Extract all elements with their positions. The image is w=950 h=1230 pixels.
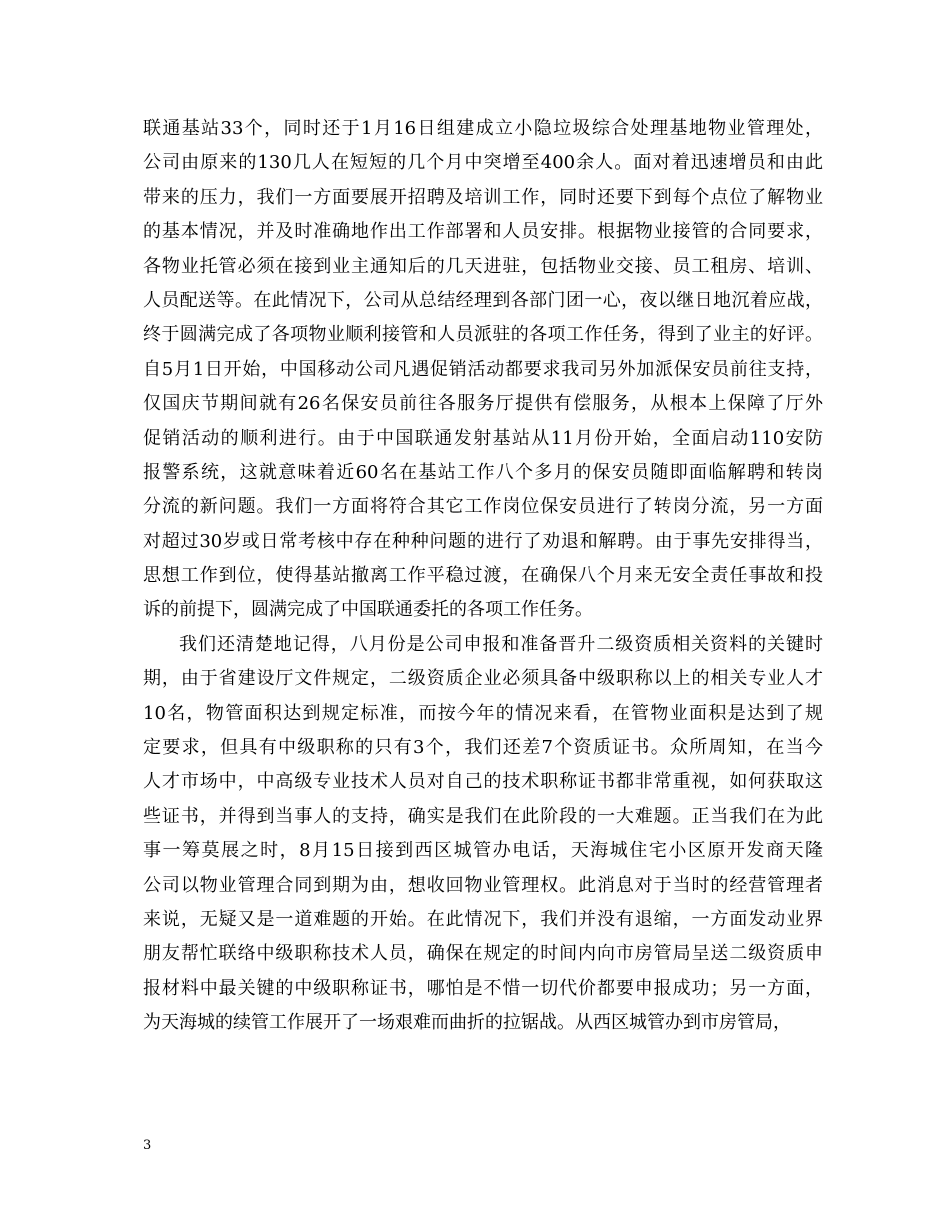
- text-line: 思想工作到位，使得基站撤离工作平稳过渡，在确保八个月来无安全责任事故和投: [143, 565, 823, 587]
- text-line: 仅国庆节期间就有26名保安员前往各服务厅提供有偿服务，从根本上保障了厅外: [143, 393, 823, 415]
- text-line: 期，由于省建设厅文件规定，二级资质企业必须具备中级职称以上的相关专业人才: [143, 668, 823, 690]
- text-line: 各物业托管必须在接到业主通知后的几天进驻，包括物业交接、员工租房、培训、: [143, 255, 823, 277]
- text-line: 的基本情况，并及时准确地作出工作部署和人员安排。根据物业接管的合同要求，: [143, 221, 823, 243]
- text-line: 自5月1日开始，中国移动公司凡遇促销活动都要求我司另外加派保安员前往支持，: [143, 358, 823, 380]
- text-line: 人才市场中，中高级专业技术人员对自己的技术职称证书都非常重视，如何获取这: [143, 771, 823, 793]
- text-line: 人员配送等。在此情况下，公司从总结经理到各部门团一心，夜以继日地沉着应战，: [143, 289, 823, 311]
- text-line: 诉的前提下，圆满完成了中国联通委托的各项工作任务。: [143, 599, 593, 621]
- text-line: 朋友帮忙联络中级职称技术人员，确保在规定的时间内向市房管局呈送二级资质申: [143, 943, 823, 965]
- text-line: 事一筹莫展之时，8月15日接到西区城管办电话，天海城住宅小区原开发商天隆: [143, 840, 823, 862]
- text-line: 分流的新问题。我们一方面将符合其它工作岗位保安员进行了转岗分流，另一方面: [143, 496, 823, 518]
- body-text: [143, 112, 823, 1041]
- text-line: 公司以物业管理合同到期为由，想收回物业管理权。此消息对于当时的经营管理者: [143, 874, 823, 896]
- text-line: 为天海城的续管工作展开了一场艰难而曲折的拉锯战。从西区城管办到市房管局，: [143, 1012, 791, 1034]
- text-line: 报警系统，这就意味着近60名在基站工作八个多月的保安员随即面临解聘和转岗: [143, 461, 823, 483]
- text-line: 公司由原来的130几人在短短的几个月中突增至400余人。面对着迅速增员和由此: [143, 152, 823, 174]
- text-line: 我们还清楚地记得，八月份是公司申报和准备晋升二级资质相关资料的关键时: [179, 633, 823, 655]
- paragraph: [143, 112, 823, 628]
- text-line: 来说，无疑又是一道难题的开始。在此情况下，我们并没有退缩，一方面发动业界: [143, 908, 823, 930]
- page-number: 3: [143, 1138, 152, 1153]
- text-line: 10名，物管面积达到规定标准，而按今年的情况来看，在管物业面积是达到了规: [143, 702, 823, 724]
- text-line: 终于圆满完成了各项物业顺利接管和人员派驻的各项工作任务，得到了业主的好评。: [143, 324, 823, 346]
- text-line: 带来的压力，我们一方面要展开招聘及培训工作，同时还要下到每个点位了解物业: [143, 186, 823, 208]
- text-line: 联通基站33个，同时还于1月16日组建成立小隐垃圾综合处理基地物业管理处，: [143, 118, 823, 139]
- text-line: 报材料中最关键的中级职称证书，哪怕是不惜一切代价都要申报成功；另一方面，: [143, 977, 823, 999]
- text-line: 些证书，并得到当事人的支持，确实是我们在此阶段的一大难题。正当我们在为此: [143, 805, 823, 827]
- text-line: 定要求，但具有中级职称的只有3个，我们还差7个资质证书。众所周知，在当今: [143, 737, 823, 759]
- text-line: 对超过30岁或日常考核中存在种种问题的进行了劝退和解聘。由于事先安排得当，: [143, 530, 823, 552]
- paragraph: [143, 628, 823, 1041]
- text-line: 促销活动的顺利进行。由于中国联通发射基站从11月份开始，全面启动110安防: [143, 427, 823, 449]
